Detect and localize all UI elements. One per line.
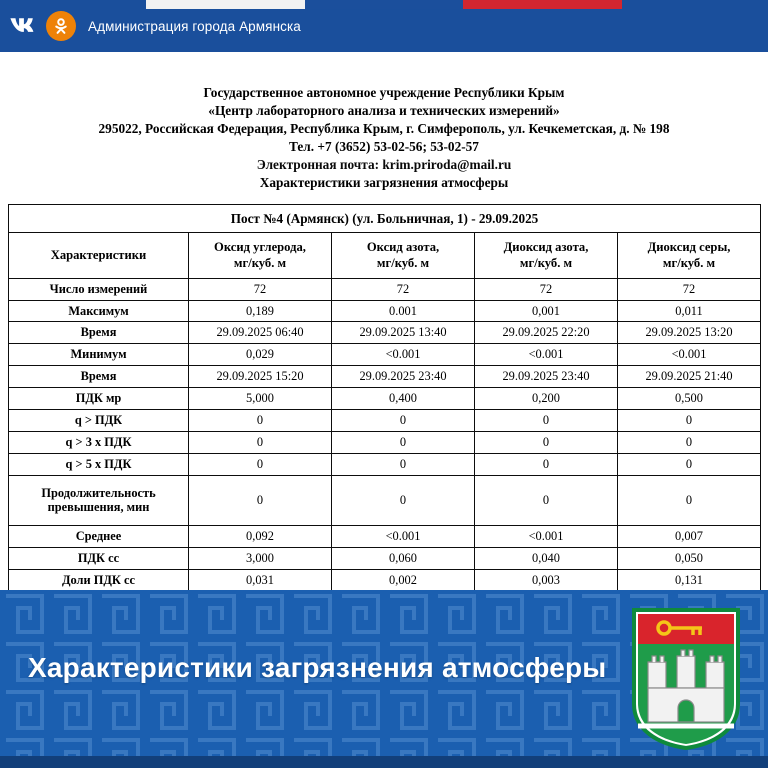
table-row-label: Время	[9, 366, 189, 388]
report-table-wrapper	[8, 204, 760, 592]
banner-bottom-rule	[0, 756, 768, 768]
table-cell: 0	[332, 409, 475, 431]
table-cell: 0	[618, 475, 761, 526]
header-line-address: 295022, Российская Федерация, Республика Крым, г. Симферополь, ул. Кечкеметская, д. № 198	[98, 120, 670, 136]
table-cell: <0.001	[618, 344, 761, 366]
document-header	[0, 52, 768, 192]
table-column-header-line: Оксид углерода,	[214, 240, 306, 255]
table-cell: <0.001	[332, 344, 475, 366]
table-row	[9, 548, 761, 570]
table-cell: 0	[618, 431, 761, 453]
table-row-label: Время	[9, 322, 189, 344]
table-row-label: Среднее	[9, 526, 189, 548]
table-column-header-line: Диоксид серы,	[647, 240, 731, 255]
table-row	[9, 526, 761, 548]
header-line-email: Электронная почта: krim.priroda@mail.ru	[256, 156, 512, 172]
table-cell: 0,189	[189, 300, 332, 322]
table-cell: 0,011	[618, 300, 761, 322]
table-cell: 29.09.2025 13:20	[618, 322, 761, 344]
table-cell: 72	[475, 278, 618, 300]
table-cell: 72	[618, 278, 761, 300]
header-line-organization: Государственное автономное учреждение Республики Крым	[203, 85, 565, 100]
table-column-header-line: мг/куб. м	[376, 255, 430, 270]
flag-stripe-red	[463, 0, 622, 9]
table-row	[9, 475, 761, 526]
table-cell: 0,002	[332, 570, 475, 592]
table-column-header	[475, 233, 618, 278]
table-cell: 0,001	[475, 300, 618, 322]
table-row-label: Число измерений	[9, 278, 189, 300]
table-cell: 0,500	[618, 388, 761, 410]
table-cell: 29.09.2025 22:20	[475, 322, 618, 344]
table-row-label-line: Продолжительность	[41, 485, 156, 500]
table-cell: 0,060	[332, 548, 475, 570]
table-cell: 0.001	[332, 300, 475, 322]
table-column-header	[9, 233, 189, 278]
table-cell: 0	[189, 431, 332, 453]
table-row-label	[9, 475, 189, 526]
table-cell: 5,000	[189, 388, 332, 410]
table-cell: 0	[475, 431, 618, 453]
table-cell: 29.09.2025 21:40	[618, 366, 761, 388]
table-row	[9, 388, 761, 410]
table-row	[9, 431, 761, 453]
table-cell: 0	[475, 409, 618, 431]
banner-title: Характеристики загрязнения атмосферы	[28, 652, 607, 683]
table-cell: 0,092	[189, 526, 332, 548]
table-column-header-line: мг/куб. м	[233, 255, 287, 270]
table-cell: 0,029	[189, 344, 332, 366]
table-cell: 0,400	[332, 388, 475, 410]
table-cell: <0.001	[475, 344, 618, 366]
table-cell: 72	[189, 278, 332, 300]
table-row	[9, 366, 761, 388]
table-cell: 0,200	[475, 388, 618, 410]
table-row-label: Доли ПДК сс	[9, 570, 189, 592]
table-cell: 29.09.2025 06:40	[189, 322, 332, 344]
air-pollution-table	[8, 204, 761, 592]
site-topbar	[0, 0, 768, 52]
table-row	[9, 453, 761, 475]
flag-stripe-white	[146, 0, 305, 9]
table-column-header-line: мг/куб. м	[519, 255, 573, 270]
table-row-label: ПДК сс	[9, 548, 189, 570]
table-cell: 0,003	[475, 570, 618, 592]
table-row	[9, 322, 761, 344]
table-header-row	[9, 233, 761, 278]
vk-icon[interactable]	[8, 11, 42, 41]
table-cell: <0.001	[475, 526, 618, 548]
table-cell: 0	[189, 475, 332, 526]
header-line-phone: Тел. +7 (3652) 53-02-56; 53-02-57	[289, 138, 479, 154]
table-cell: 3,000	[189, 548, 332, 570]
table-cell: 0,040	[475, 548, 618, 570]
flag-stripe	[146, 0, 622, 9]
table-cell: 0	[475, 475, 618, 526]
flag-stripe-blue	[305, 0, 464, 9]
table-cell: 0,131	[618, 570, 761, 592]
table-column-header	[618, 233, 761, 278]
table-cell: 0	[332, 453, 475, 475]
table-cell: <0.001	[332, 526, 475, 548]
table-column-header-line: Оксид азота,	[366, 240, 440, 255]
table-cell: 0	[332, 431, 475, 453]
table-row-label: q > 5 x ПДК	[9, 453, 189, 475]
table-column-header-line: мг/куб. м	[662, 255, 716, 270]
table-cell: 0	[189, 409, 332, 431]
table-column-header-line: Характеристики	[50, 248, 147, 263]
table-row	[9, 570, 761, 592]
table-row-label: Максимум	[9, 300, 189, 322]
table-row	[9, 409, 761, 431]
table-row-label: q > 3 x ПДК	[9, 431, 189, 453]
table-title-row	[9, 204, 761, 233]
header-line-subject: Характеристики загрязнения атмосферы	[259, 174, 509, 190]
table-cell: 0	[618, 409, 761, 431]
header-line-center-name: «Центр лабораторного анализа и технических измерений»	[208, 102, 560, 118]
table-column-header-line: Диоксид азота,	[503, 240, 589, 255]
table-cell: 29.09.2025 13:40	[332, 322, 475, 344]
table-cell: 0	[189, 453, 332, 475]
table-row-label-line: превышения, мин	[47, 500, 150, 515]
odnoklassniki-icon[interactable]	[46, 11, 76, 41]
table-row-label: ПДК мр	[9, 388, 189, 410]
table-cell: 0,031	[189, 570, 332, 592]
table-column-header	[189, 233, 332, 278]
table-column-header	[332, 233, 475, 278]
bottom-banner	[0, 590, 768, 768]
table-cell: 0,007	[618, 526, 761, 548]
table-row-label: Минимум	[9, 344, 189, 366]
table-cell: 0	[618, 453, 761, 475]
armyansk-coat-of-arms-icon	[630, 606, 742, 752]
table-row	[9, 278, 761, 300]
table-row	[9, 300, 761, 322]
table-cell: 29.09.2025 23:40	[475, 366, 618, 388]
table-cell: 29.09.2025 23:40	[332, 366, 475, 388]
table-title: Пост №4 (Армянск) (ул. Больничная, 1) - 29.09.2025	[9, 204, 761, 233]
table-row-label: q > ПДК	[9, 409, 189, 431]
site-title: Администрация города Армянска	[88, 18, 301, 34]
table-cell: 72	[332, 278, 475, 300]
table-cell: 0,050	[618, 548, 761, 570]
table-cell: 29.09.2025 15:20	[189, 366, 332, 388]
table-cell: 0	[475, 453, 618, 475]
table-cell: 0	[332, 475, 475, 526]
table-row	[9, 344, 761, 366]
